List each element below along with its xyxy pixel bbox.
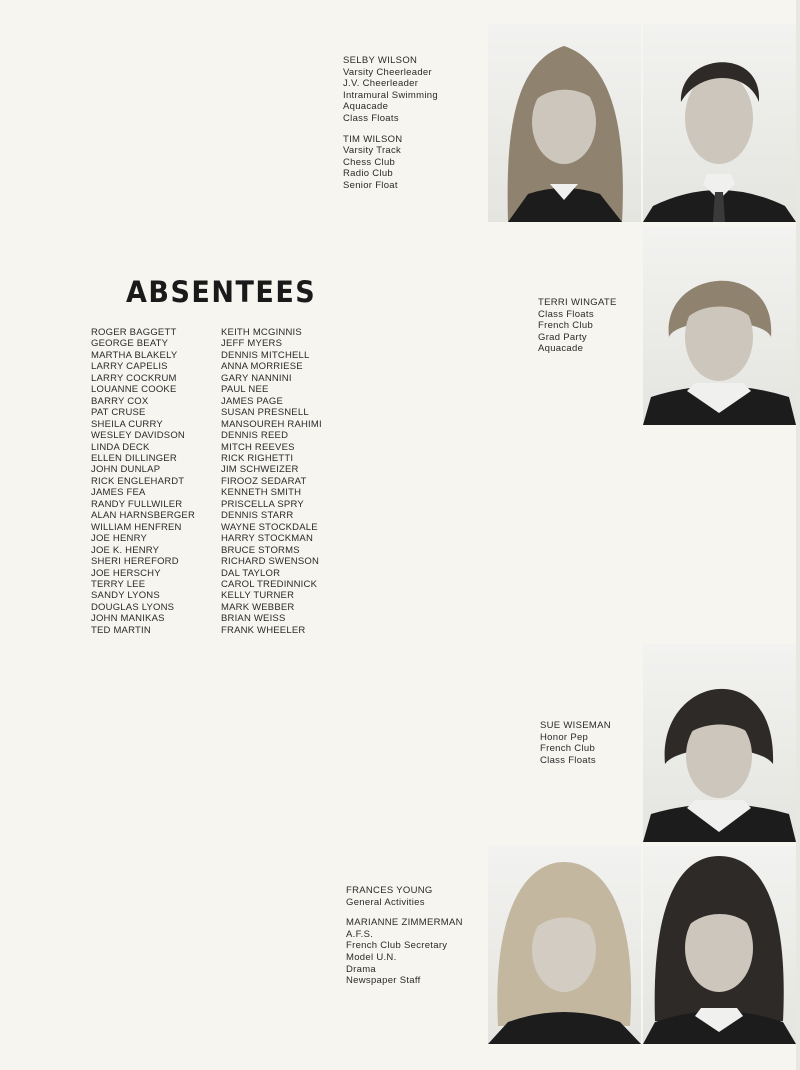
list-item: KEITH MCGINNIS	[221, 327, 302, 338]
list-item: SHERI HEREFORD	[91, 556, 179, 568]
caption-bottom	[346, 885, 463, 996]
list-item: CAROL TREDINNICK	[221, 578, 318, 590]
caption-selby-wilson	[343, 55, 438, 125]
list-item: ELLEN DILLINGER	[91, 452, 177, 464]
caption-tim-wilson	[343, 134, 438, 192]
activity: A.F.S.	[346, 928, 374, 940]
list-item: ANNA MORRIESE	[221, 361, 303, 373]
list-item: MARTHA BLAKELY	[91, 349, 178, 361]
list-item: JAMES FEA	[91, 487, 146, 499]
activity: French Club	[540, 743, 596, 755]
list-item: RANDY FULLWILER	[91, 498, 183, 510]
list-item: TED MARTIN	[91, 624, 151, 636]
portrait-terri-wingate	[643, 227, 796, 425]
activity: Class Floats	[538, 308, 594, 320]
absentees-list-left	[91, 327, 195, 636]
list-item: JIM SCHWEIZER	[221, 464, 299, 476]
activity: Varsity Track	[343, 145, 402, 157]
caption-sue-wiseman	[540, 720, 611, 766]
portrait-marianne-zimmerman	[643, 846, 796, 1044]
student-name: TIM WILSON	[343, 133, 403, 145]
activity: General Activities	[346, 896, 425, 908]
list-item: MITCH REEVES	[221, 441, 295, 453]
list-item: JOHN DUNLAP	[91, 464, 161, 476]
list-item: DENNIS STARR	[221, 510, 294, 522]
list-item: ROGER BAGGETT	[91, 327, 177, 338]
student-name: SUE WISEMAN	[540, 720, 611, 731]
activity: Honor Pep	[540, 731, 589, 743]
activity: Intramural Swimming	[343, 89, 438, 101]
list-item: GARY NANNINI	[221, 372, 292, 384]
activity: French Club	[538, 320, 594, 332]
activity: Newspaper Staff	[346, 975, 421, 987]
activity: Aquacade	[538, 343, 584, 355]
activity: Aquacade	[343, 101, 389, 113]
list-item: FRANK WHEELER	[221, 624, 306, 636]
list-item: JOE K. HENRY	[91, 544, 160, 556]
list-item: DENNIS REED	[221, 430, 289, 442]
activity: Varsity Cheerleader	[343, 66, 432, 78]
portrait-tim-wilson	[643, 24, 796, 222]
list-item: JOE HERSCHY	[91, 567, 161, 579]
list-item: DAL TAYLOR	[221, 567, 281, 579]
activity: Grad Party	[538, 331, 587, 343]
list-item: KELLY TURNER	[221, 590, 295, 602]
list-item: RICHARD SWENSON	[221, 556, 320, 568]
list-item: MANSOUREH RAHIMI	[221, 418, 322, 430]
list-item: SANDY LYONS	[91, 590, 160, 602]
list-item: WILLIAM HENFREN	[91, 521, 182, 533]
list-item: HARRY STOCKMAN	[221, 533, 314, 545]
list-item: JOHN MANIKAS	[91, 613, 165, 625]
student-name: FRANCES YOUNG	[346, 885, 433, 896]
list-item: JEFF MYERS	[221, 338, 283, 350]
list-item: RICK ENGLEHARDT	[91, 475, 185, 487]
list-item: MARK WEBBER	[221, 601, 295, 613]
list-item: LARRY COCKRUM	[91, 372, 177, 384]
student-name: SELBY WILSON	[343, 55, 418, 66]
list-item: TERRY LEE	[91, 578, 146, 590]
list-item: PRISCELLA SPRY	[221, 498, 304, 510]
list-item: JAMES PAGE	[221, 395, 284, 407]
caption-terri-wingate	[538, 297, 617, 355]
list-item: DENNIS MITCHELL	[221, 349, 310, 361]
list-item: PAUL NEE	[221, 384, 269, 396]
caption-frances-young	[346, 885, 463, 908]
absentees-title: ABSENTEES	[126, 276, 317, 310]
portrait-frances-young	[488, 846, 641, 1044]
activity: Class Floats	[343, 112, 399, 124]
portrait-selby-wilson	[488, 24, 641, 222]
page-edge	[796, 0, 800, 1070]
list-item: GEORGE BEATY	[91, 338, 169, 350]
activity: Chess Club	[343, 156, 396, 168]
list-item: WAYNE STOCKDALE	[221, 521, 318, 533]
absentees-list-right	[221, 327, 322, 636]
caption-marianne-zimmerman	[346, 917, 463, 987]
student-name: TERRI WINGATE	[538, 297, 617, 308]
activity: J.V. Cheerleader	[343, 78, 419, 90]
list-item: DOUGLAS LYONS	[91, 601, 175, 613]
list-item: PAT CRUSE	[91, 407, 146, 419]
list-item: ALAN HARNSBERGER	[91, 510, 196, 522]
list-item: LINDA DECK	[91, 441, 150, 453]
portrait-sue-wiseman	[643, 644, 796, 842]
activity: French Club Secretary	[346, 940, 448, 952]
student-name: MARIANNE ZIMMERMAN	[346, 917, 463, 929]
caption-top	[343, 55, 438, 201]
activity: Radio Club	[343, 168, 393, 180]
list-item: WESLEY DAVIDSON	[91, 430, 185, 442]
list-item: RICK RIGHETTI	[221, 452, 294, 464]
list-item: BARRY COX	[91, 395, 149, 407]
activity: Model U.N.	[346, 951, 397, 963]
list-item: LARRY CAPELIS	[91, 361, 168, 373]
list-item: LOUANNE COOKE	[91, 384, 177, 396]
list-item: JOE HENRY	[91, 533, 147, 545]
list-item: FIROOZ SEDARAT	[221, 475, 307, 487]
activity: Drama	[346, 963, 377, 975]
list-item: SUSAN PRESNELL	[221, 407, 309, 419]
list-item: KENNETH SMITH	[221, 487, 302, 499]
list-item: SHEILA CURRY	[91, 418, 163, 430]
activity: Senior Float	[343, 179, 398, 191]
list-item: BRUCE STORMS	[221, 544, 300, 556]
activity: Class Floats	[540, 754, 596, 766]
list-item: BRIAN WEISS	[221, 613, 286, 625]
